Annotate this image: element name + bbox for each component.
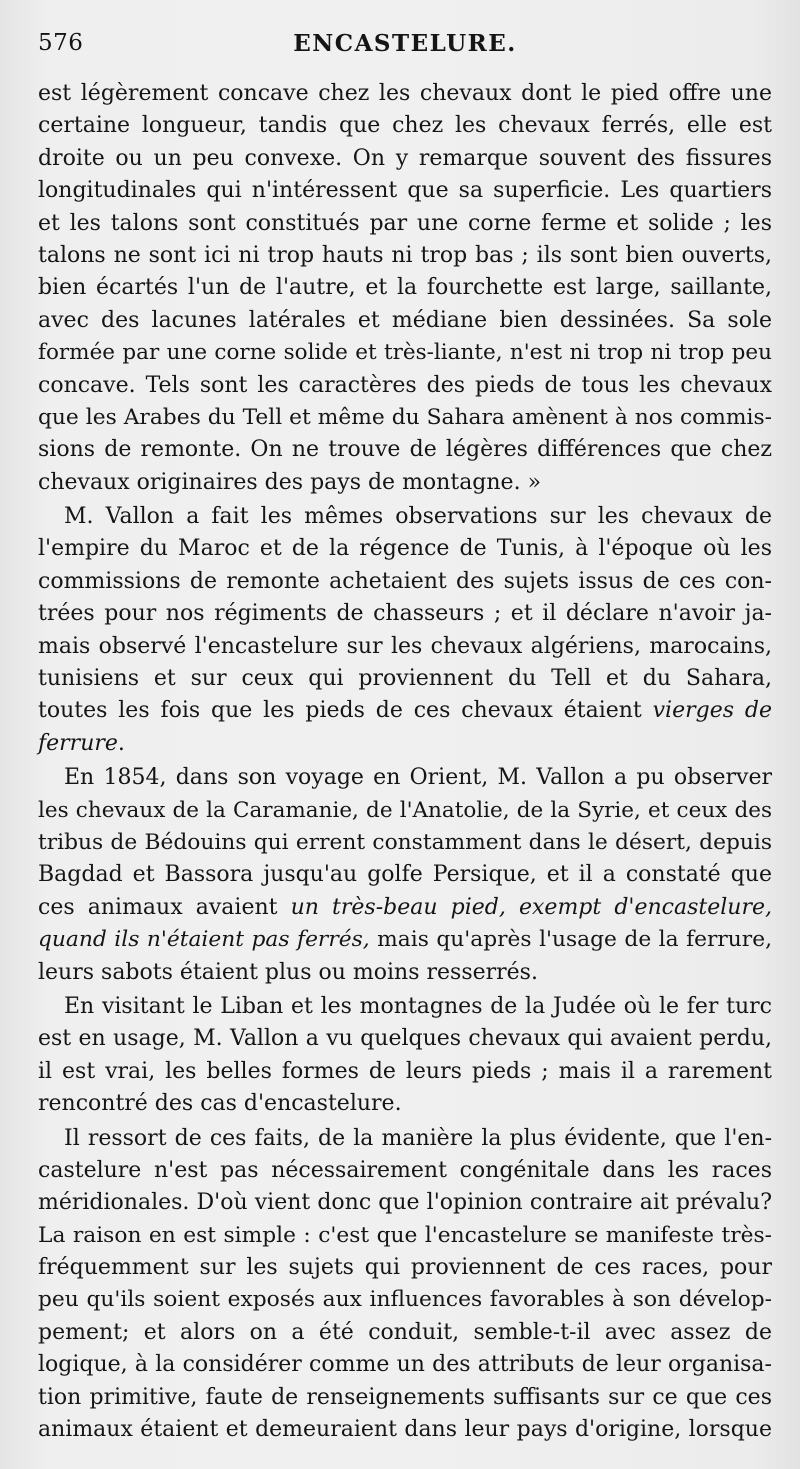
text-line: mais observé l'encastelure sur les chevaux algériens, marocains, [38, 633, 772, 659]
text-line: formée par une corne solide et très-liante, n'est ni trop ni trop peu [38, 340, 772, 366]
text-line [38, 892, 772, 924]
text-line: il est vrai, les belles formes de leurs pieds ; mais il a rarement [38, 1058, 772, 1084]
text-line: peu qu'ils soient exposés aux influences favorables à son dévelop- [38, 1287, 772, 1313]
text-line: concave. Tels sont les caractères des pieds de tous les chevaux [38, 372, 772, 398]
text-line: pement; et alors on a été conduit, semble-t-il avec assez de [38, 1319, 772, 1345]
text-line: longitudinales qui n'intéressent que sa superficie. Les quartiers [38, 178, 772, 204]
text-line: castelure n'est pas nécessairement congénitale dans les races [38, 1157, 772, 1183]
text-segment: ces animaux avaient [38, 894, 291, 920]
page-header [38, 30, 772, 66]
text-line: En visitant le Liban et les montagnes de la Judée où le fer turc [64, 993, 772, 1019]
text-line: fréquemment sur les sujets qui proviennent de ces races, pour [38, 1255, 772, 1281]
text-line: chevaux originaires des pays de montagne. » [38, 469, 542, 495]
text-line: bien écartés l'un de l'autre, et la fourchette est large, saillante, [38, 275, 772, 301]
text-line: tunisiens et sur ceux qui proviennent du Tell et du Sahara, [38, 666, 772, 692]
text-line: Il ressort de ces faits, de la manière la plus évidente, que l'en- [64, 1125, 772, 1151]
text-line: En 1854, dans son voyage en Orient, M. Vallon a pu observer [64, 765, 772, 791]
text-segment: mais qu'après l'usage de la ferrure, [369, 927, 772, 953]
text-line: trées pour nos régiments de chasseurs ; et il déclare n'avoir ja- [38, 601, 772, 627]
text-line: La raison en est simple : c'est que l'encastelure se manifeste très- [38, 1222, 772, 1248]
text-line: que les Arabes du Tell et même du Sahara amènent à nos commis- [38, 404, 772, 430]
text-line: animaux étaient et demeuraient dans leur pays d'origine, lorsque [38, 1417, 772, 1443]
text-line: rencontré des cas d'encastelure. [38, 1091, 402, 1117]
text-line [38, 924, 772, 956]
body-text [38, 78, 772, 1446]
text-line: l'empire du Maroc et de la régence de Tunis, à l'époque où les [38, 536, 772, 562]
text-line: leurs sabots étaient plus ou moins resserrés. [38, 959, 538, 985]
text-segment: . [117, 730, 125, 756]
italic-segment: quand ils n'étaient pas ferrés, [38, 927, 370, 953]
text-line [38, 728, 772, 760]
text-line: logique, à la considérer comme un des attributs de leur organisa- [38, 1352, 772, 1378]
text-line: certaine longueur, tandis que chez les chevaux ferrés, elle est [38, 113, 772, 139]
text-line: droite ou un peu convexe. On y remarque souvent des fissures [38, 145, 772, 171]
italic-segment: un très-beau pied, exempt d'encastelure, [290, 894, 772, 920]
text-line: méridionales. D'où vient donc que l'opinion contraire ait prévalu? [38, 1190, 772, 1216]
page-number: 576 [38, 30, 84, 56]
running-title: ENCASTELURE. [293, 30, 517, 57]
text-line: est légèrement concave chez les chevaux dont le pied offre une [38, 81, 772, 106]
text-line: tribus de Bédouins qui errent constamment dans le désert, depuis [38, 829, 772, 855]
text-line: commissions de remonte achetaient des sujets issus de ces con- [38, 568, 772, 594]
text-line: les chevaux de la Caramanie, de l'Anatolie, de la Syrie, et ceux des [38, 797, 772, 823]
text-line: talons ne sont ici ni trop hauts ni trop bas ; ils sont bien ouverts, [38, 242, 772, 268]
text-line: avec des lacunes latérales et médiane bien dessinées. Sa sole [38, 307, 772, 333]
italic-segment: ferrure [38, 730, 118, 756]
text-line: est en usage, M. Vallon a vu quelques chevaux qui avaient perdu, [38, 1026, 772, 1052]
text-line: tion primitive, faute de renseignements suffisants sur ce que ces [38, 1384, 772, 1410]
text-line: Bagdad et Bassora jusqu'au golfe Persique, et il a constaté que [38, 862, 772, 888]
text-line: M. Vallon a fait les mêmes observations sur les chevaux de [64, 504, 772, 530]
text-line [38, 695, 772, 727]
text-line: sions de remonte. On ne trouve de légères différences que chez [38, 437, 772, 463]
text-segment: toutes les fois que les pieds de ces chevaux étaient [38, 698, 653, 724]
text-line: et les talons sont constitués par une corne ferme et solide ; les [38, 210, 772, 236]
italic-segment: vierges de [652, 698, 772, 724]
